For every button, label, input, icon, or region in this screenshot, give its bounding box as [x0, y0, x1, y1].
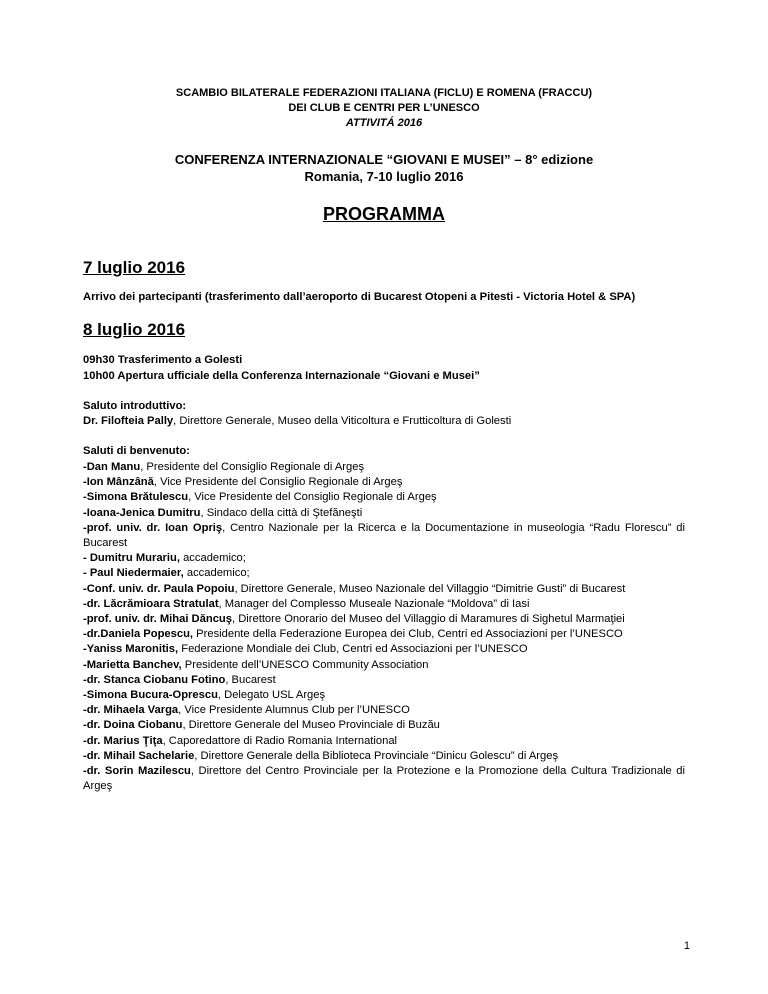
greeting-item: -dr. Sorin Mazilescu, Direttore del Centro Provinciale per la Protezione e la Promozione della Cultura Tradizionale di Argeş	[83, 765, 686, 793]
greeting-item: -Ion Mânzână, Vice Presidente del Consiglio Regionale di Argeş	[83, 476, 403, 489]
header-line-2: DEI CLUB E CENTRI PER L’UNESCO	[288, 102, 480, 114]
greeting-item: -dr.Daniela Popescu, Presidente della Federazione Europea dei Club, Centri ed Associazioni per l’UNESCO	[83, 628, 623, 641]
greetings-list	[83, 460, 685, 794]
greeting-item: -prof. univ. dr. Ioan Opriş, Centro Nazionale per la Ricerca e la Documentazione in museologia “Radu Florescu” di Bucarest	[83, 521, 685, 550]
greeting-item: -Marietta Banchev, Presidente dell’UNESCO Community Association	[83, 658, 429, 671]
header-line-3: ATTIVITÁ 2016	[345, 117, 423, 129]
greeting-item: -prof. univ. dr. Mihai Dăncuş, Direttore Onorario del Museo del Villaggio di Maramures di Sighetul Marmaţiei	[83, 613, 625, 626]
day2-heading: 8 luglio 2016	[83, 320, 186, 339]
greeting-item: -dr. Mihaela Varga, Vice Presidente Alumnus Club per l’UNESCO	[83, 704, 410, 717]
page-number: 1	[683, 940, 690, 952]
greeting-item: - Paul Niedermaier, accademico;	[83, 567, 250, 580]
greeting-item: -Ioana-Jenica Dumitru, Sindaco della città di Ştefăneşti	[83, 506, 363, 519]
greeting-item: -dr. Mihail Sachelarie, Direttore Generale della Biblioteca Provinciale “Dinicu Golescu” di Argeş	[83, 749, 559, 762]
day1-text: Arrivo dei partecipanti (trasferimento dall’aeroporto di Bucarest Otopeni a Pitesti - Victoria Hotel & SPA)	[83, 291, 636, 303]
programma-title: PROGRAMMA	[323, 204, 445, 224]
conference-title: CONFERENZA INTERNAZIONALE “GIOVANI E MUSEI” – 8° edizione	[174, 152, 594, 167]
greeting-item: -dr. Lăcrămioara Stratulat, Manager del Complesso Museale Nazionale “Moldova” di Iasi	[83, 597, 530, 610]
greeting-item: -dr. Stanca Ciobanu Fotino, Bucarest	[83, 673, 276, 686]
day1-heading: 7 luglio 2016	[83, 258, 186, 277]
schedule-item-1: 09h30 Trasferimento a Golesti	[83, 354, 243, 366]
intro-line	[83, 414, 685, 429]
conference-place: Romania, 7-10 luglio 2016	[304, 169, 464, 184]
greeting-item: -Dan Manu, Presidente del Consiglio Regionale di Argeş	[83, 461, 365, 473]
greeting-item: -dr. Doina Ciobanu, Direttore Generale del Museo Provinciale di Buzău	[83, 719, 440, 732]
greeting-item: -Conf. univ. dr. Paula Popoiu, Direttore Generale, Museo Nazionale del Villaggio “Dimitrie Gusti” di Bucarest	[83, 582, 626, 595]
greeting-item: -Simona Bucura-Oprescu, Delegato USL Argeş	[83, 689, 326, 702]
greeting-item: -Yaniss Maronitis, Federazione Mondiale dei Club, Centri ed Associazioni per l’UNESCO	[83, 643, 528, 656]
greeting-item: - Dumitru Murariu, accademico;	[83, 552, 246, 565]
welcome-label: Saluti di benvenuto:	[83, 445, 190, 457]
intro-label: Saluto introduttivo:	[83, 400, 187, 412]
intro-role: , Direttore Generale, Museo della Viticoltura e Frutticoltura di Golesti	[173, 415, 512, 427]
greeting-item: -dr. Marius Ţiţa, Caporedattore di Radio Romania International	[83, 734, 398, 747]
header-line-1: SCAMBIO BILATERALE FEDERAZIONI ITALIANA (FICLU) E ROMENA (FRACCU)	[175, 87, 593, 99]
schedule-item-2: 10h00 Apertura ufficiale della Conferenza Internazionale “Giovani e Musei”	[83, 370, 480, 382]
intro-name: Dr. Filofteia Pally	[83, 415, 174, 427]
greeting-item: -Simona Brătulescu, Vice Presidente del Consiglio Regionale di Argeş	[83, 491, 437, 504]
